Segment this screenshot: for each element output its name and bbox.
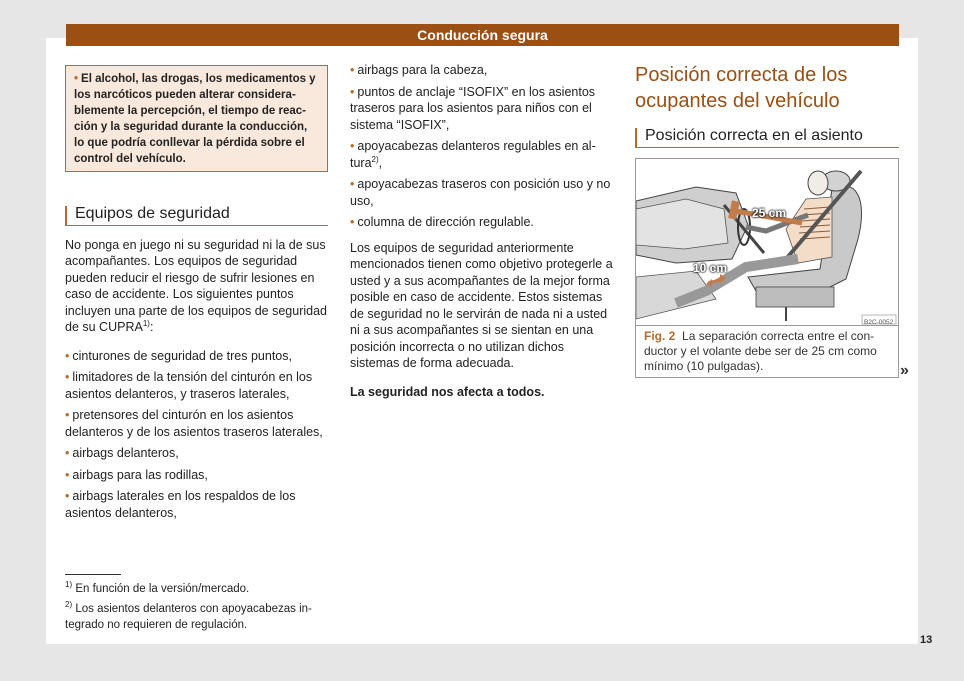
footnote-divider (65, 574, 121, 575)
list-item: • pretensores del cinturón en los asientos delanteros y de los asientos traseros laterales, (65, 408, 323, 439)
bullet-icon: • (65, 446, 70, 460)
bullet-icon: • (350, 215, 355, 229)
bullet-icon: • (74, 73, 79, 85)
footnote-1: $^{1)}$ En función de la versión/mercado. (65, 580, 250, 595)
intro-paragraph: No ponga en juego ni su seguridad ni la de sus acompañantes. Los equipos de seguridad pueden reducir el riesgo de sufrir lesiones en caso de accidente. Los siguientes puntos incluyen una parte de los equipos de seguridad de su CUPRA$^{1)}$: (65, 237, 327, 334)
bullet-icon: • (350, 84, 355, 99)
list-item: • columna de dirección regulable. (350, 215, 534, 229)
continue-marker: » (900, 362, 909, 379)
warning-box (65, 65, 328, 172)
list-item: • airbags para las rodillas, (65, 467, 208, 482)
bullet-icon: • (65, 408, 70, 422)
bullet-icon: • (65, 348, 70, 363)
bullet-icon: • (65, 467, 70, 482)
page-title: Posición correcta de los ocupantes del vehículo (635, 64, 848, 112)
column-middle (350, 62, 615, 400)
figure-caption: Fig. 2 La separación correcta entre el conductor y el volante debe ser de 25 cm como mínimo (10 pulgadas). (635, 326, 899, 378)
bullet-icon: • (65, 489, 70, 503)
label-25cm: 25 cm (752, 205, 787, 220)
list-item: • apoyacabezas traseros con posición uso y no uso, (350, 177, 611, 208)
figure-seating-position (635, 158, 899, 326)
list-item: • limitadores de la tensión del cinturón en los asientos delanteros, y traseros laterales, (65, 370, 313, 401)
section-title-equipos: Equipos de seguridad (65, 206, 328, 226)
column-right (635, 62, 899, 378)
list-item: • cinturones de seguridad de tres puntos, (65, 348, 292, 363)
section-title-posicion: Posición correcta en el asiento (635, 128, 899, 148)
safety-paragraph: Los equipos de seguridad anteriormente mencionados tienen como objetivo protegerle a usted y a sus acompañantes de la mejor forma posible en caso de accidente. Estos sistemas de seguridad no le servirán de nada ni a usted ni a sus acompañantes si se sientan en una posición incorrecta o no utilizan dichos sistemas de forma adecuada. (350, 240, 613, 370)
chapter-header: Conducción segura (66, 24, 899, 46)
label-10cm: 10 cm (693, 260, 728, 275)
list-item: • airbags para la cabeza, (350, 63, 488, 77)
page-number: 13 (920, 634, 933, 646)
seating-illustration (636, 159, 898, 325)
list-item: • airbags delanteros, (65, 446, 179, 460)
footnotes (65, 574, 328, 637)
bullet-icon: • (350, 139, 355, 153)
list-item: • puntos de anclaje “ISOFIX” en los asientos traseros para los asientos para niños con el sistema “ISOFIX”, (350, 84, 596, 132)
bold-statement: La seguridad nos afecta a todos. (350, 384, 545, 399)
bullet-icon: • (350, 63, 355, 77)
list-item: • apoyacabezas delanteros regulables en altura$^{2)}$, (350, 139, 596, 170)
bullet-icon: • (350, 177, 355, 191)
list-item: • airbags laterales en los respaldos de los asientos delanteros, (65, 489, 296, 520)
bullet-icon: • (65, 370, 70, 384)
column-left (65, 62, 328, 526)
warning-text: El alcohol, las drogas, los medicamentos y los narcóticos pueden alterar considerablemente la percepción, el tiempo de reacción y la seguridad durante la conducción, lo que podría conllevar la pérdida sobre el control del vehículo. (74, 73, 316, 165)
footnote-2: $^{2)}$ Los asientos delanteros con apoyacabezas integrado no requieren de regulación. (65, 600, 312, 631)
figure-code: B2C-0052 (864, 318, 894, 326)
